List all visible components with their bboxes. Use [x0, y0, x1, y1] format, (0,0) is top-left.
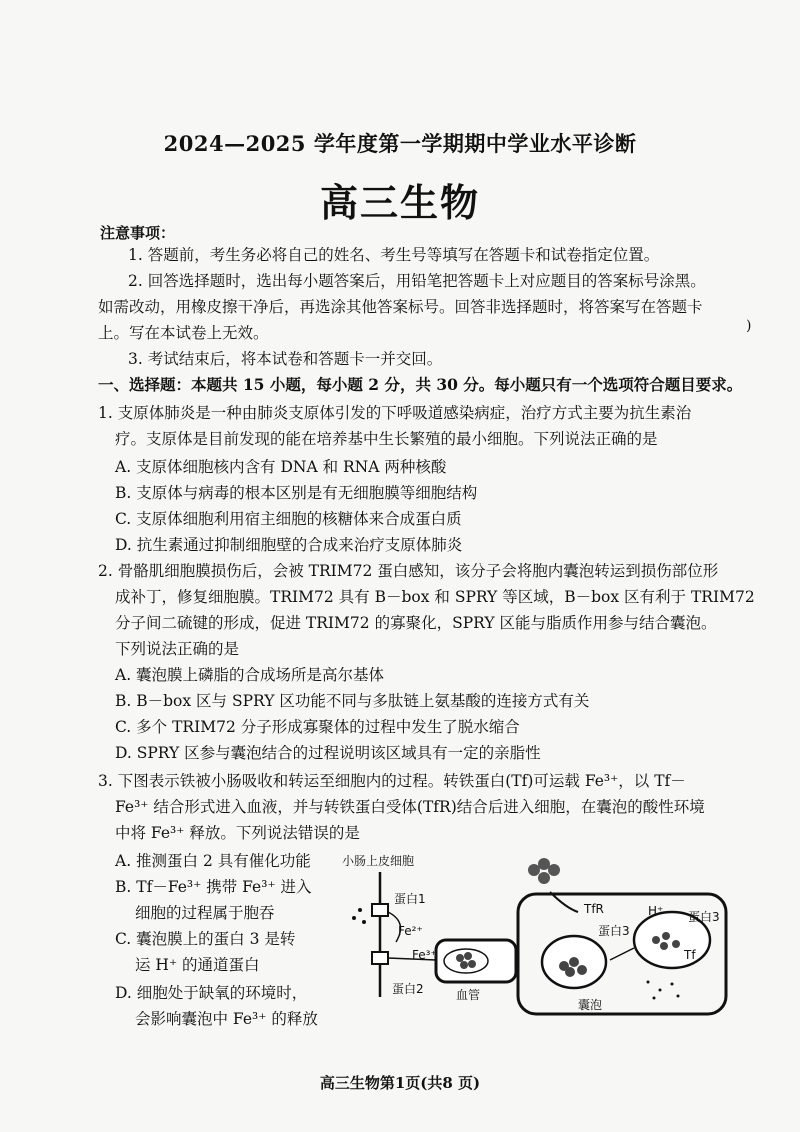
fe3-label: Fe³⁺ [412, 948, 437, 962]
iron-cluster [660, 942, 668, 950]
q3-stem-line-2: Fe³⁺ 结合形式进入血液，并与转铁蛋白受体(TfR)结合后进入细胞，在囊泡的酸性环境 [115, 798, 705, 816]
q2-stem-line-3: 分子间二硫键的形成，促进 TRIM72 的寡聚化，SPRY 区能与脂质作用参与结合囊泡。 [115, 614, 717, 632]
protein1-label: 蛋白1 [394, 892, 426, 906]
section-1-heading: 一、选择题：本题共 15 小题，每小题 2 分，共 30 分。每小题只有一个选项符合题目要求。 [98, 375, 743, 394]
margin-mark: ) [746, 318, 752, 334]
notice-heading: 注意事项： [100, 224, 176, 242]
q1-stem-line-2: 疗。支原体是目前发现的能在培养基中生长繁殖的最小细胞。下列说法正确的是 [115, 430, 658, 448]
iron-cluster [538, 872, 550, 884]
q3-option-d-line-2: 会影响囊泡中 Fe³⁺ 的释放 [135, 1010, 318, 1028]
iron-cluster [577, 965, 587, 975]
tf-label: Tf [684, 948, 696, 962]
q2-option-a: A. 囊泡膜上磷脂的合成场所是高尔基体 [115, 666, 385, 684]
fe-dot [358, 908, 362, 912]
notice-item-2-line-3: 上。写在本试卷上无效。 [98, 324, 269, 342]
q3-option-b-line-2: 细胞的过程属于胞吞 [135, 904, 275, 922]
q1-option-c: C. 支原体细胞利用宿主细胞的核糖体来合成蛋白质 [115, 510, 462, 528]
notice-item-3: 3. 考试结束后，将本试卷和答题卡一并交回。 [128, 350, 443, 368]
q2-stem-line-1: 2. 骨骼肌细胞膜损伤后，会被 TRIM72 蛋白感知，该分子会将胞内囊泡转运到损伤部位形 [98, 562, 719, 580]
iron-cluster [565, 967, 575, 977]
q2-option-b: B. B－box 区与 SPRY 区功能不同与多肽链上氨基酸的连接方式有关 [115, 692, 590, 710]
iron-cluster [538, 858, 550, 870]
vesicle-arrow [610, 948, 634, 960]
q1-option-d: D. 抗生素通过抑制细胞壁的合成来治疗支原体肺炎 [115, 536, 463, 554]
protein2-label: 蛋白2 [392, 982, 424, 996]
page-footer: 高三生物第1页(共8 页) [319, 1074, 481, 1092]
q2-option-c: C. 多个 TRIM72 分子形成寡聚体的过程中发生了脱水缩合 [115, 718, 520, 736]
fe-dot [362, 920, 366, 924]
fe2-label: Fe²⁺ [398, 924, 423, 938]
vesicle-label: 囊泡 [578, 998, 603, 1012]
subject-title: 高三生物 [319, 180, 480, 225]
fe-dot [659, 989, 662, 992]
notice-item-2-line-1: 2. 回答选择题时，选出每小题答案后，用铅笔把答题卡上对应题目的答案标号涂黑。 [128, 272, 706, 290]
h-ion-label: H⁺ [648, 904, 664, 918]
fe-dot [653, 997, 656, 1000]
q1-option-a: A. 支原体细胞核内含有 DNA 和 RNA 两种核酸 [115, 458, 447, 476]
q2-stem-line-2: 成补丁，修复细胞膜。TRIM72 具有 B－box 和 SPRY 等区域，B－box 区有利于 TRIM72 [115, 588, 755, 606]
q1-option-b: B. 支原体与病毒的根本区别是有无细胞膜等细胞结构 [115, 484, 478, 502]
iron-cluster [652, 936, 660, 944]
tfr-label: TfR [584, 902, 604, 916]
iron-cluster [528, 864, 540, 876]
vessel-label: 血管 [456, 988, 481, 1002]
iron-transport-figure [338, 852, 738, 1032]
fe-dot [677, 995, 680, 998]
q2-option-d: D. SPRY 区参与囊泡结合的过程说明该区域具有一定的亲脂性 [115, 744, 541, 762]
iron-cluster [460, 961, 468, 969]
iron-cluster [672, 940, 680, 948]
iron-cluster [569, 957, 579, 967]
q3-stem-line-1: 3. 下图表示铁被小肠吸收和转运至细胞内的过程。转铁蛋白(Tf)可运载 Fe³⁺，以 Tf－ [98, 772, 686, 790]
q1-stem-line-1: 1. 支原体肺炎是一种由肺炎支原体引发的下呼吸道感染病症，治疗方式主要为抗生素治 [98, 404, 692, 422]
q3-option-b-line-1: B. Tf－Fe³⁺ 携带 Fe³⁺ 进入 [115, 878, 312, 896]
iron-cluster [456, 954, 464, 962]
protein2-shape [372, 952, 388, 964]
q2-stem-line-4: 下列说法正确的是 [115, 640, 240, 658]
q3-stem-line-3: 中将 Fe³⁺ 释放。下列说法错误的是 [115, 824, 360, 842]
fe-dot [352, 916, 356, 920]
notice-item-2-line-2: 如需改动，用橡皮擦干净后，再选涂其他答案标号。回答非选择题时，将答案写在答题卡 [98, 298, 703, 316]
notice-item-1: 1. 答题前，考生务必将自己的姓名、考生号等填写在答题卡和试卷指定位置。 [128, 246, 660, 264]
intestine-cell-label: 小肠上皮细胞 [342, 854, 415, 868]
iron-cluster [464, 952, 472, 960]
iron-cluster [468, 960, 476, 968]
fe-dot [671, 983, 674, 986]
iron-transport-diagram [338, 852, 738, 1032]
protein3-label-left: 蛋白3 [598, 924, 630, 938]
iron-cluster [662, 932, 670, 940]
q3-option-a: A. 推测蛋白 2 具有催化功能 [115, 852, 311, 870]
iron-cluster [548, 864, 560, 876]
protein1-shape [372, 904, 388, 916]
fe-dot [647, 981, 650, 984]
q3-option-c-line-2: 运 H⁺ 的通道蛋白 [135, 956, 260, 974]
protein3-label-right: 蛋白3 [688, 910, 720, 924]
exam-title: 2024—2025 学年度第一学期期中学业水平诊断 [163, 131, 637, 156]
q3-option-c-line-1: C. 囊泡膜上的蛋白 3 是转 [115, 930, 296, 948]
q3-option-d-line-1: D. 细胞处于缺氧的环境时， [115, 984, 308, 1002]
